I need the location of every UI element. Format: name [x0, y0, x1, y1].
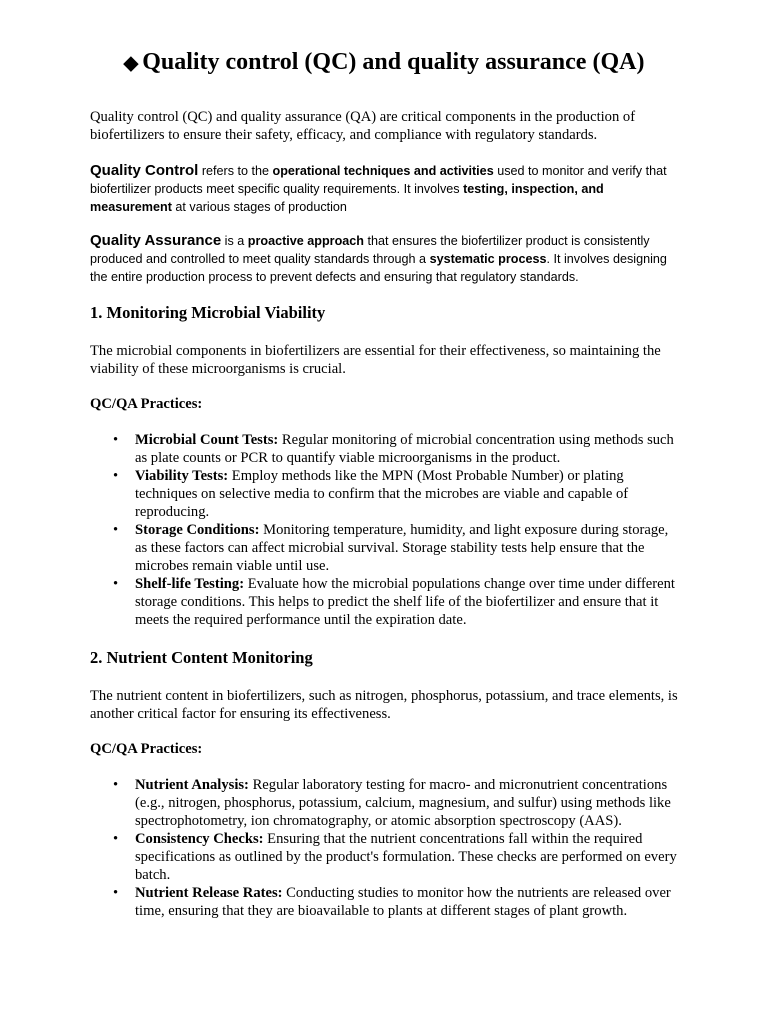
qc-text-1: refers to the	[198, 164, 273, 178]
list-item	[113, 521, 678, 575]
list-item	[113, 467, 678, 521]
qa-bold-2: systematic process	[429, 252, 547, 266]
intro-paragraph: Quality control (QC) and quality assurance (QA) are critical components in the production of biofertilizers to ensure their safety, efficacy, and compliance with regulatory standards.	[90, 109, 636, 143]
qc-definition	[90, 162, 678, 216]
qc-bold-2: testing, inspection, and measurement	[90, 182, 604, 214]
list-item	[113, 431, 678, 467]
section-heading: 2. Nutrient Content Monitoring	[90, 648, 313, 667]
item-text: Regular laboratory testing for macro- and micronutrient concentrations (e.g., nitrogen, phosphorus, potassium, calcium, magnesium, and sulfur) using methods like spectrophotometry, ion chromatography, or atomic absorption spectroscopy (AAS).	[135, 777, 671, 829]
page-title-text: Quality control (QC) and quality assurance (QA)	[142, 49, 645, 75]
qa-text-1: is a	[221, 234, 248, 248]
item-label: Storage Conditions:	[135, 522, 260, 538]
qa-definition	[90, 232, 678, 286]
section-paragraph: The nutrient content in biofertilizers, such as nitrogen, phosphorus, potassium, and trace elements, is another critical factor for ensuring its effectiveness.	[90, 688, 678, 722]
qc-text-3: at various stages of production	[171, 200, 347, 214]
practices-list	[90, 776, 678, 920]
section-paragraph: The microbial components in biofertilizers are essential for their effectiveness, so maintaining the viability of these microorganisms is crucial.	[90, 343, 661, 377]
item-label: Viability Tests:	[135, 468, 229, 484]
qc-term: Quality Control	[90, 162, 199, 179]
practices-label: QC/QA Practices:	[90, 741, 203, 757]
item-text: Ensuring that the nutrient concentrations fall within the required specifications as outlined by the product's formulation. These checks are performed on every batch.	[135, 831, 677, 883]
item-text: Conducting studies to monitor how the nutrients are released over time, ensuring that they are bioavailable to plants at different stages of plant growth.	[135, 885, 671, 919]
practices-list	[90, 431, 678, 629]
bullet-icon: •	[113, 522, 119, 538]
list-item	[113, 776, 678, 830]
bullet-icon: •	[113, 576, 119, 592]
qa-text-2: that ensures the biofertilizer product is consistently produced and controlled to meet quality standards through a	[90, 234, 650, 266]
qa-bold-1: proactive approach	[247, 234, 364, 248]
item-label: Shelf-life Testing:	[135, 576, 245, 592]
list-item	[113, 830, 678, 884]
page-title	[90, 46, 678, 80]
item-label: Consistency Checks:	[135, 831, 264, 847]
bullet-icon: •	[113, 432, 119, 448]
section-heading: 1. Monitoring Microbial Viability	[90, 303, 326, 322]
item-text: Monitoring temperature, humidity, and light exposure during storage, as these factors can affect microbial survival. Storage stability tests help ensure that the microbes remain viable until use.	[135, 522, 669, 574]
list-item	[113, 884, 678, 920]
item-label: Nutrient Release Rates:	[135, 885, 283, 901]
qa-term: Quality Assurance	[90, 232, 222, 249]
bullet-icon: •	[113, 777, 119, 793]
list-item	[113, 575, 678, 629]
item-label: Nutrient Analysis:	[135, 777, 249, 793]
item-label: Microbial Count Tests:	[135, 432, 279, 448]
bullet-icon: •	[113, 885, 119, 901]
bullet-icon: •	[113, 831, 119, 847]
item-text: Evaluate how the microbial populations change over time under different storage conditions. This helps to predict the shelf life of the biofertilizer and ensure that it meets the required performance until the expiration date.	[135, 576, 675, 628]
item-text: Regular monitoring of microbial concentration using methods such as plate counts or PCR to quantify viable microorganisms in the product.	[135, 432, 674, 466]
item-text: Employ methods like the MPN (Most Probable Number) or plating techniques on selective media to confirm that the microbes are viable and capable of reproducing.	[135, 468, 629, 520]
bullet-icon: •	[113, 468, 119, 484]
diamond-icon: ◆	[123, 53, 139, 74]
practices-label: QC/QA Practices:	[90, 396, 203, 412]
qc-text-2: used to monitor and verify that biofertilizer products meet specific quality requirements. It involves	[90, 164, 667, 196]
qa-text-3: . It involves designing the entire production process to prevent defects and ensuring that regulatory standards.	[90, 252, 667, 284]
qc-bold-1: operational techniques and activities	[272, 164, 494, 178]
